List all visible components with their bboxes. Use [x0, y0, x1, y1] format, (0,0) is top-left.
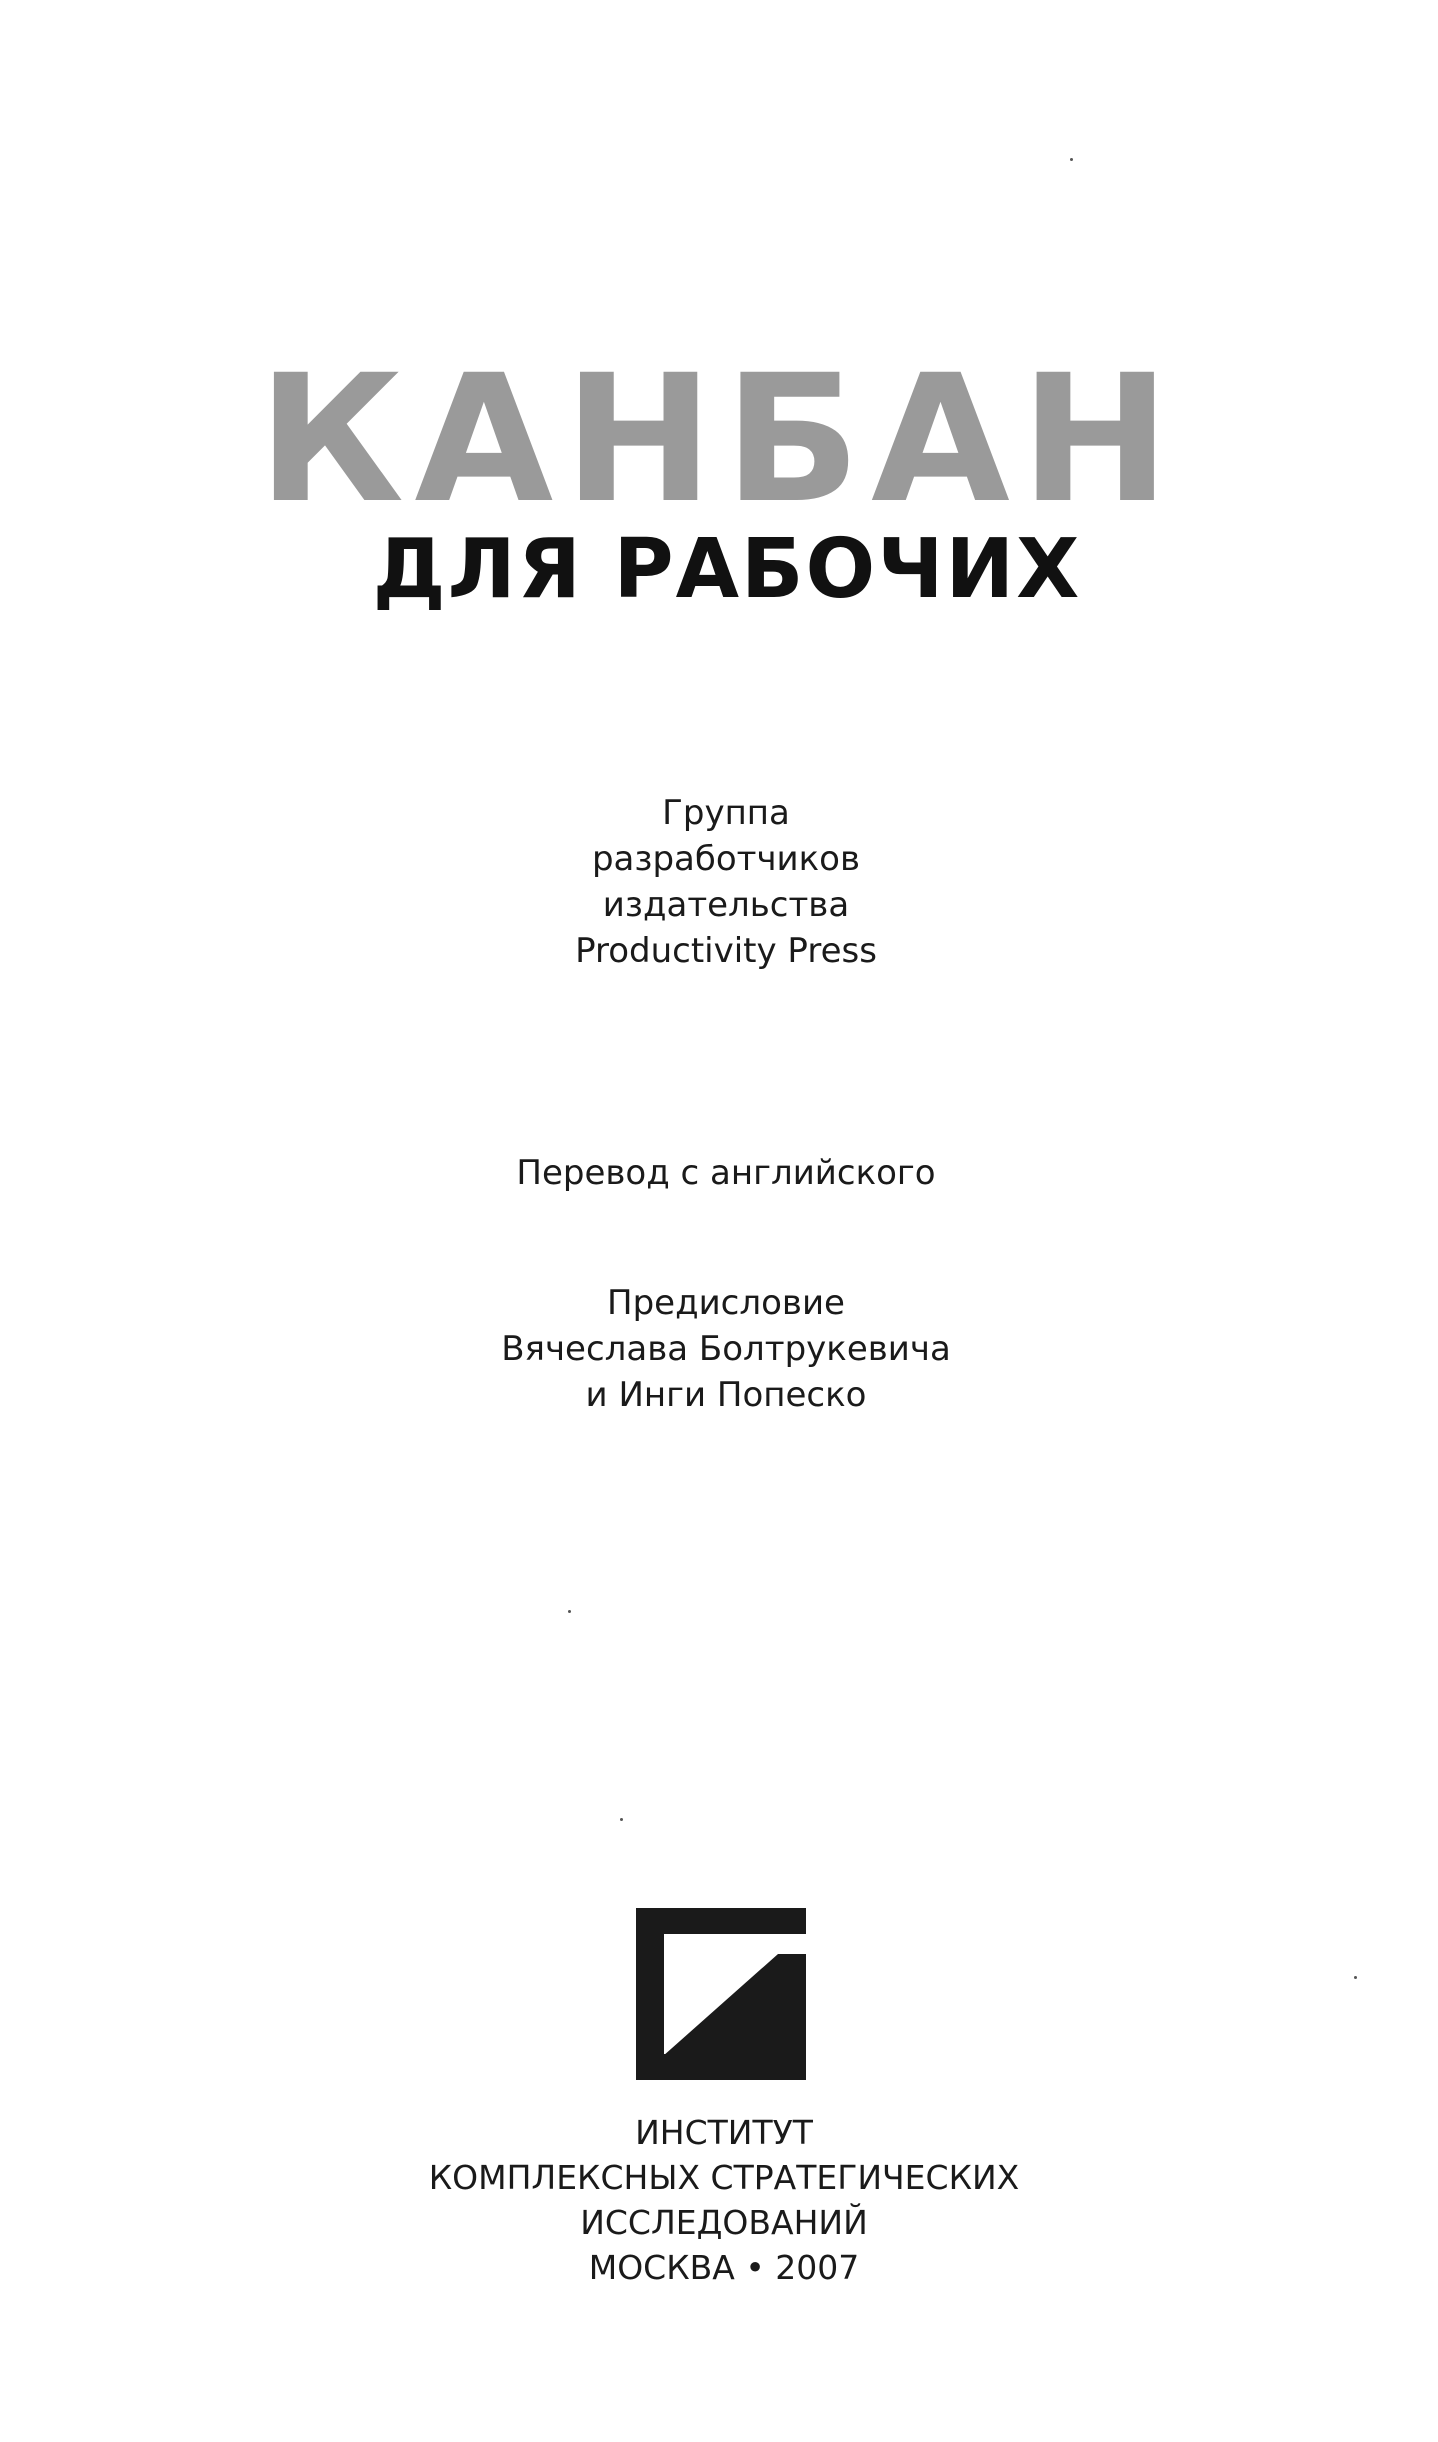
publisher-block: [0, 2110, 1438, 2290]
book-subtitle: ДЛЯ РАБОЧИХ: [372, 522, 1082, 617]
scan-speck: [1070, 158, 1073, 161]
scan-speck: [620, 1818, 623, 1821]
preface-line: Вячеслава Болтрукевича: [501, 1329, 951, 1369]
translation-note: [0, 1150, 1438, 1196]
book-title: КАНБАН: [257, 337, 1181, 542]
authors-block: [0, 790, 1438, 974]
publisher-line: МОСКВА • 2007: [588, 2248, 860, 2287]
preface-line: и Инги Попеско: [585, 1375, 867, 1415]
authors-line: издательства: [602, 885, 850, 925]
publisher-logo-icon: [636, 1908, 806, 2080]
scan-speck: [1354, 1976, 1357, 1979]
authors-line: Группа: [662, 793, 790, 833]
scan-speck: [568, 1610, 571, 1613]
authors-line: разработчиков: [591, 839, 861, 879]
translation-line: Перевод с английского: [516, 1153, 936, 1193]
publisher-line: ИССЛЕДОВАНИЙ: [580, 2203, 868, 2242]
publisher-line: КОМПЛЕКСНЫХ СТРАТЕГИЧЕСКИХ: [428, 2158, 1020, 2197]
authors-line: Productivity Press: [575, 931, 877, 971]
preface-block: [0, 1280, 1438, 1418]
publisher-line: ИНСТИТУТ: [635, 2113, 813, 2152]
preface-line: Предисловие: [607, 1283, 845, 1323]
